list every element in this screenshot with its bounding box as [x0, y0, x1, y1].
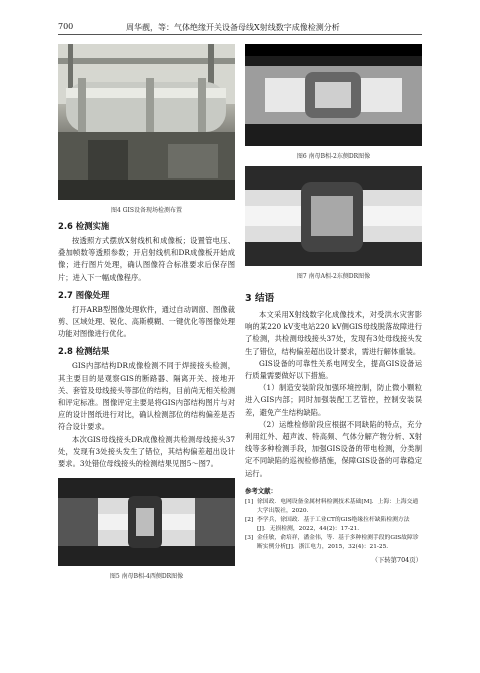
conclusion-paragraph-1: 本文采用X射线数字化成像技术，对受洪水灾害影响的某220 kV变电站220 kV侧GIS母线脱落故障进行了检测，共检测母线接头37处，发现有3处母线接头发生了错位，结构偏差超出设计要求，需进行解体重装。	[245, 310, 422, 356]
section-2-8-paragraph-2: 本次GIS母线接头DR成像检测共检测母线接头37处，发现有3处接头发生了错位，其结构偏差超出设计要求。3处错位母线接头的检测结果见图5～图7。	[58, 434, 235, 469]
running-title: 周华靓，等：气体绝缘开关设备母线X射线数字成像检测分析	[126, 23, 340, 32]
reference-list	[245, 498, 422, 552]
reference-number: [2]	[245, 516, 254, 523]
reference-text: 徐国政．电网设备金属材料检测技术基础[M]．上海：上海交通大学出版社，2020.	[257, 498, 419, 514]
xray-image-7	[245, 166, 422, 266]
reference-text: 金佳敏，俞培祥，潘金伟，等．基于多种检测手段的GIS故障诊断实例分析[J]．浙江电力，2015，32(4)：21-25.	[257, 534, 419, 550]
reference-item	[245, 516, 422, 534]
continued-note: （下转第704页）	[371, 555, 422, 564]
conclusion-paragraph-3: （1）制造安装阶段加强环境控制，防止微小颗粒进入GIS内部；同时加强装配工艺管控，控制安装误差，避免产生结构缺陷。	[245, 383, 422, 417]
reference-item	[245, 534, 422, 552]
page-number: 700	[58, 22, 74, 31]
section-2-7-text: 打开ARB型图像处理软件，通过自动调窗、图像裁剪、区域处理、锐化、高斯模糊、一键优化等图像处理功能对图像进行优化。	[58, 304, 235, 339]
figure-7-xray	[245, 166, 422, 266]
gis-site-photo-illustration	[58, 44, 235, 200]
conclusion-paragraph-4: （2）运维检修阶段应根据不同缺陷的特点，充分利用红外、超声波、特高频、气体分解产物分析、X射线等多种检测手段，加强GIS设备的带电检测，分类制定不同缺陷的巡视检修措施，保障GIS设备的可靠稳定运行。	[245, 419, 422, 478]
xray-image-5	[58, 478, 235, 566]
figure-4-photo	[58, 44, 235, 200]
xray-image-6	[245, 44, 422, 146]
page-header	[58, 22, 422, 35]
left-column	[58, 44, 235, 586]
reference-number: [3]	[245, 534, 254, 541]
figure-7-caption: 图7 南母A相-2东侧DR图像	[296, 273, 371, 280]
figure-5-caption: 图5 南母B相-4西侧DR图像	[109, 573, 184, 581]
section-2-6-title: 2.6 检测实施	[58, 221, 110, 231]
figure-5-xray	[58, 478, 235, 566]
figure-4-caption: 图4 GIS设备现场检测布置	[111, 207, 182, 214]
right-column	[245, 44, 422, 564]
section-2-8-paragraph-1: GIS内部结构DR成像检测不同于焊接接头检测，其主要目的是观察GIS的断路器、隔离开关、接地开关、套管及母线接头等部位的结构，目前尚无相关检测和评定标准。图像评定主要是将GIS内部结构图片与对应的设计图纸进行对比，确认检测部位的结构偏差是否符合设计要求。	[58, 361, 235, 432]
figure-6-caption: 图6 南母B相-2东侧DR图像	[296, 153, 371, 160]
references-title: 参考文献：	[245, 486, 277, 495]
reference-item	[245, 498, 422, 516]
section-2-6-text: 按透照方式摆放X射线机和成像板；设置管电压、叠加帧数等透照参数；开启射线机和DR成像板开始成像；进行图片处理，确认图像符合标准要求后保存图片；进入下一幅成像程序。	[58, 236, 235, 282]
section-2-7-title: 2.7 图像处理	[58, 289, 110, 300]
reference-text: 李学兵，徐国政．基于工业CT的GIS绝缘拉杆缺陷检测方法[J]．无损检测，2022，44(2)：17-21.	[257, 516, 410, 532]
conclusion-paragraph-2: GIS设备的可靠性关系电网安全，提高GIS设备运行质量需要做好以下措施。	[245, 358, 422, 381]
reference-number: [1]	[245, 498, 254, 505]
figure-6-xray	[245, 44, 422, 146]
section-2-8-title: 2.8 检测结果	[58, 346, 110, 357]
section-3-title: 3 结语	[245, 293, 275, 304]
